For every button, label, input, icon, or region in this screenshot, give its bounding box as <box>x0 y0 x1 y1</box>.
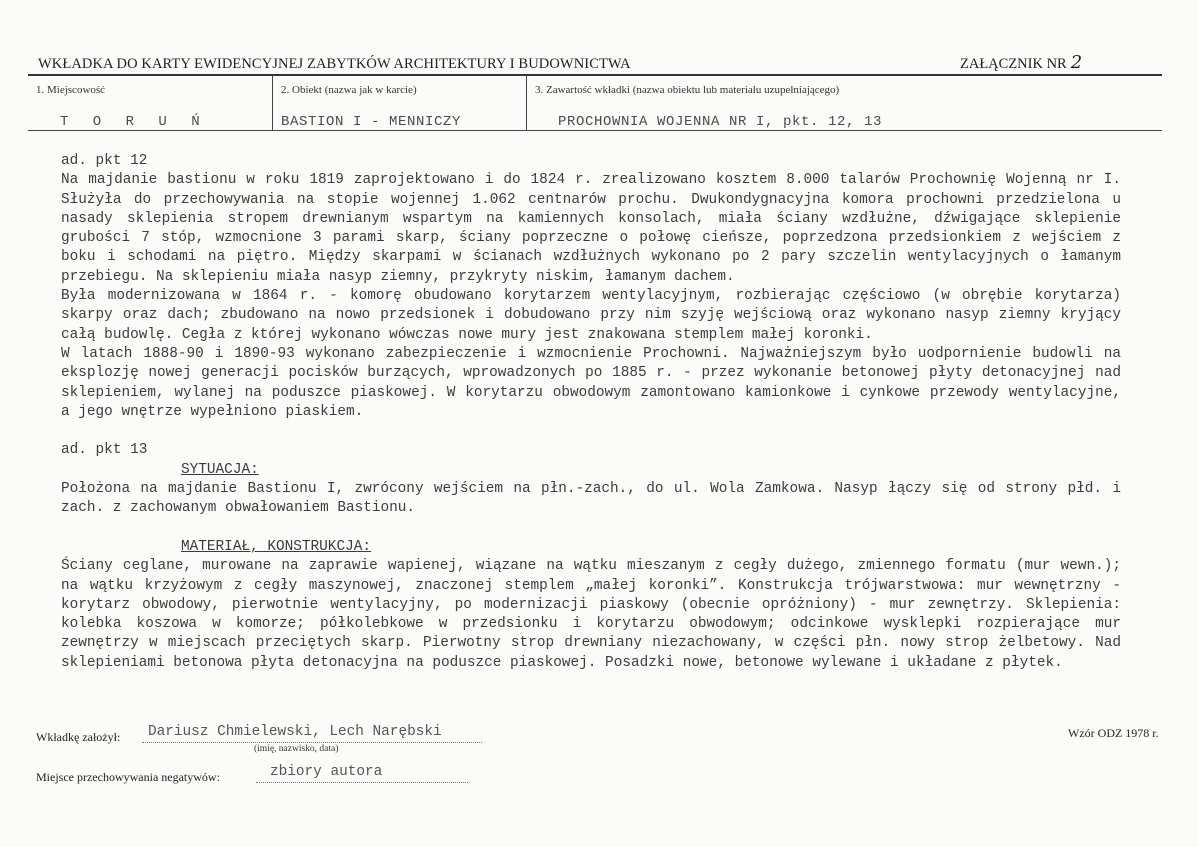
locality-value: T O R U Ń <box>60 114 208 130</box>
reinforcement-paragraph: W latach 1888-90 i 1890-93 wykonano zabezpieczenie i wzmocnienie Prochowni. Najważniejszym było uodpornienie budowli na eksplozję nowej generacji pocisków burzących, wprowadzonych po 1885 r. - przez wykonanie betonowej płyty detonacyjnej nad sklepieniem, wylanej na poduszce piaskowej. W korytarzu obwodowym zamontowano kamionkowe i cynkowe przewody wentylacyjne, a jego wnętrze wypełniono piaskiem. <box>61 345 1121 420</box>
situation-paragraph: Położona na majdanie Bastionu I, zwrócony wejściem na płn.-zach., do ul. Wola Zamkowa. Nasyp łączy się od strony płd. i zach. z zachowanym obwałowaniem Bastionu. <box>61 481 1121 517</box>
spacer <box>61 422 1121 441</box>
locality-label: 1. Miejscowość <box>36 84 106 96</box>
annex-label <box>960 52 1082 73</box>
form-model-label: Wzór ODZ 1978 r. <box>1068 726 1159 740</box>
field-divider <box>272 75 273 131</box>
negatives-underline <box>256 782 468 783</box>
negatives-label: Miejsce przechowywania negatywów: <box>36 770 220 784</box>
material-heading: MATERIAŁ, KONSTRUKCJA: <box>181 538 371 555</box>
situation-heading: SYTUACJA: <box>181 461 259 478</box>
object-value: BASTION I - MENNICZY <box>281 114 462 130</box>
negatives-value: zbiory autora <box>270 764 383 780</box>
content-label: 3. Zawartość wkładki (nazwa obiektu lub materiału uzupełniającego) <box>535 84 840 96</box>
author-label: Wkładkę założył: <box>36 730 121 744</box>
field-divider <box>526 75 527 131</box>
annex-number: 2 <box>1070 52 1083 73</box>
author-underline <box>142 742 482 743</box>
material-paragraph: Ściany ceglane, murowane na zaprawie wapienej, wiązane na wątku mieszanym z cegły dużego, zmiennego formatu (mur wewn.); na wątku krzyżowym z cegły maszynowej, znaczonej stemplem „małej koronki”. Konstrukcja trójwarstwowa: mur wewnętrzny - korytarz obwodowy, pierwotnie wentylacyjny, po modernizacji piaskowy (obecnie opróżniony) - mur zewnętrzy. Sklepienia: kolebka koszowa w komorze; półkolebkowe w przedsionku i korytarzu obwodowym; odcinkowe wysklepki rozpierające mur zewnętrzy w miejscach przeciętych skarp. Pierwotny strop drewniany niezachowany, w części płn. nowy strop żelbetowy. Nad sklepieniami betonowa płyta detonacyjna na poduszce piaskowej. Posadzki nowe, betonowe wylewane i układane z płytek. <box>61 558 1121 671</box>
body-text <box>61 152 1121 673</box>
spacer <box>61 519 1121 538</box>
annex-label-text: ZAŁĄCZNIK NR <box>960 56 1067 72</box>
header-top-rule <box>28 74 1162 76</box>
modernization-paragraph: Była modernizowana w 1864 r. - komorę obudowano korytarzem wentylacyjnym, rozbierając częściowo (w obrębie korytarza) skarpy oraz dach; zbudowano na nowo przedsionek i dobudowano przy nim szyję wejściową oraz wykonano nasyp ziemny kryjący całą budowlę. Cegła z której wykonano wówczas nowe mury jest znakowana stemplem małej koronki. <box>61 288 1121 343</box>
header-bottom-rule <box>28 130 1162 131</box>
history-paragraph: Na majdanie bastionu w roku 1819 zaprojektowano i do 1824 r. zrealizowano kosztem 8.000 talarów Prochownię Wojenną nr I. Służyła do przechowywania na stopie wojennej 1.062 centnarów prochu. Dwukondygnacyjna komora prochowni przedzielona u nasady sklepienia stropem drewnianym wspartym na kamiennych konsolach, miała ściany wzdłużne, dźwigające sklepienie grubości 7 stóp, wzmocnione 3 parami skarp, ściany poprzeczne o połowę cieńsze, poprzedzona przedsionkiem z wejściem z boku i schodami na piętro. Między skarpami w ścianach wzdłużnych wykonano po 2 pary szczelin wentylacyjnych o łamanym przebiegu. Na sklepieniu miała nasyp ziemny, przykryty niskim, łamanym dachem. <box>61 172 1121 285</box>
content-value: PROCHOWNIA WOJENNA NR I, pkt. 12, 13 <box>558 114 883 130</box>
section-ref-13: ad. pkt 13 <box>61 442 148 459</box>
author-value: Dariusz Chmielewski, Lech Narębski <box>148 724 442 740</box>
form-title: WKŁADKA DO KARTY EWIDENCYJNEJ ZABYTKÓW ARCHITEKTURY I BUDOWNICTWA <box>38 56 631 72</box>
section-ref-12: ad. pkt 12 <box>61 153 148 169</box>
object-label: 2. Obiekt (nazwa jak w karcie) <box>281 84 417 96</box>
author-hint: (imię, nazwisko, data) <box>254 744 339 754</box>
